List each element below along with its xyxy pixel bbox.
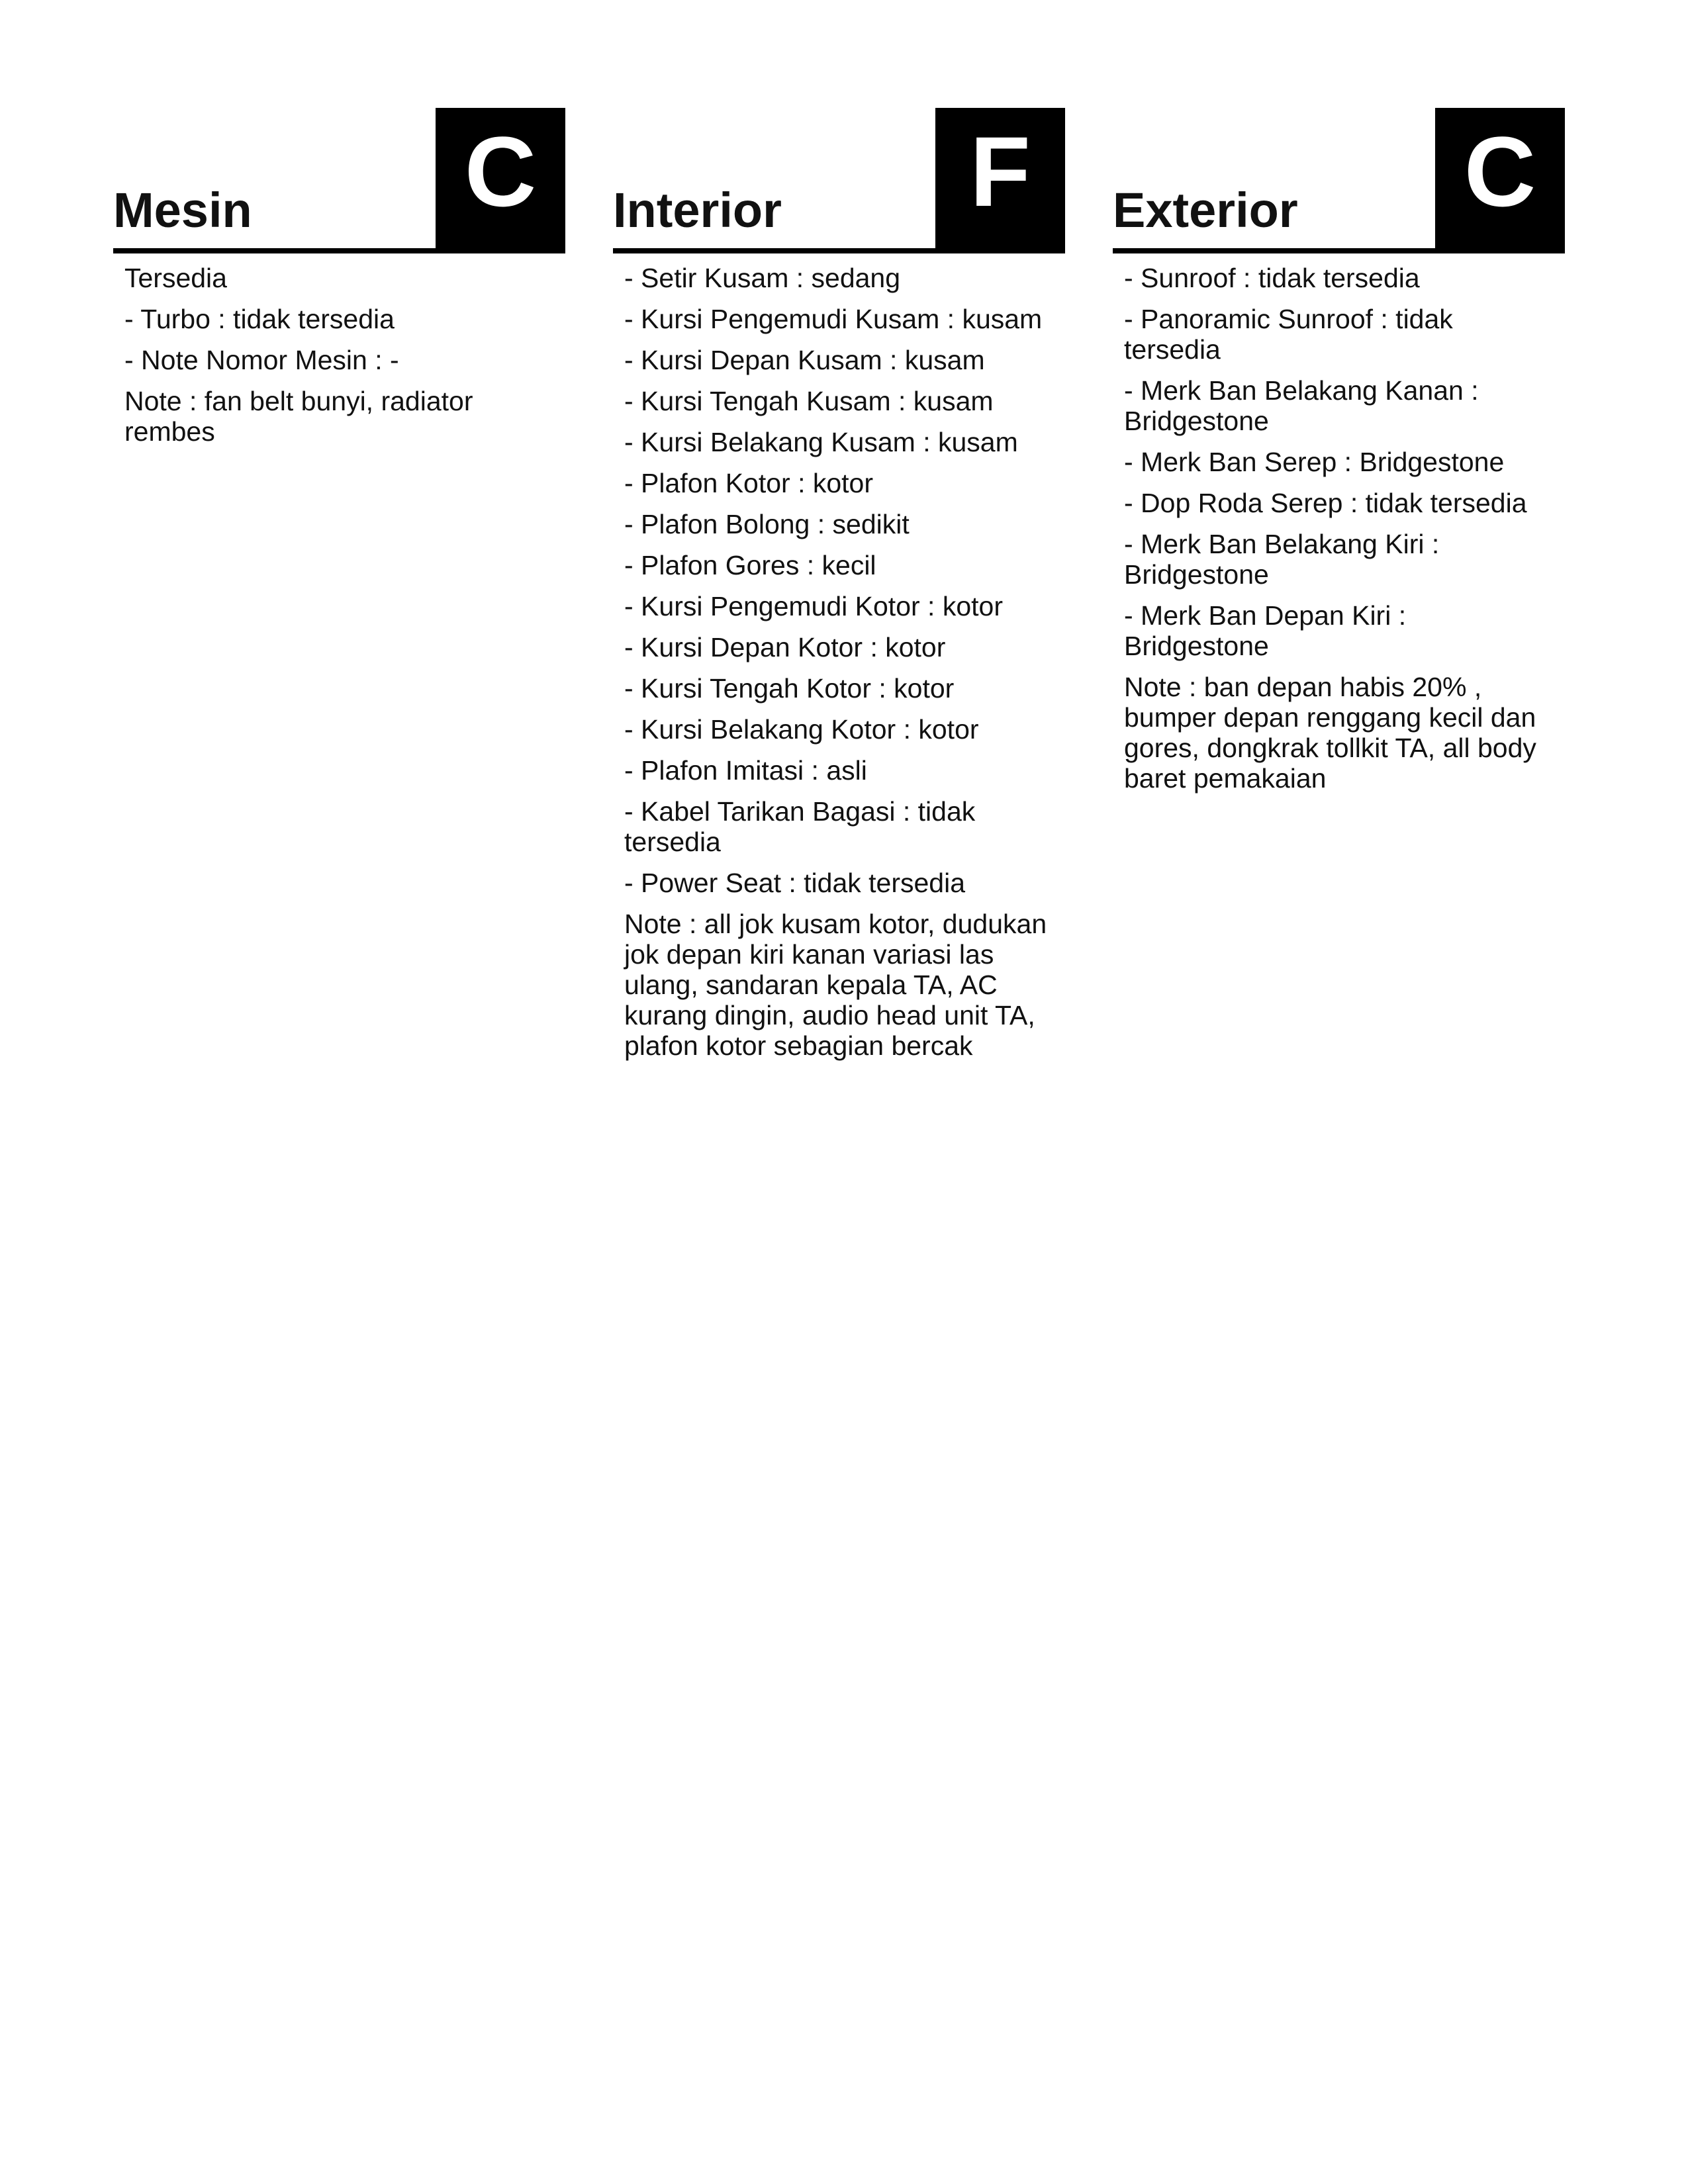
list-item: - Kursi Pengemudi Kusam : kusam <box>624 304 1043 334</box>
list-item: Tersedia <box>124 263 227 293</box>
section-mesin <box>113 108 565 457</box>
list-item: - Kursi Tengah Kotor : kotor <box>624 673 955 704</box>
list-item: - Kursi Depan Kotor : kotor <box>624 632 946 662</box>
section-interior <box>613 108 1065 1071</box>
list-item: - Power Seat : tidak tersedia <box>624 868 966 898</box>
list-item: - Plafon Imitasi : asli <box>624 755 867 786</box>
section-title: Interior <box>613 183 782 238</box>
section-header <box>613 108 1065 253</box>
list-item: - Kursi Tengah Kusam : kusam <box>624 386 994 416</box>
list-item: - Kursi Pengemudi Kotor : kotor <box>624 591 1003 621</box>
grade-badge: C <box>436 108 565 248</box>
section-header <box>113 108 565 253</box>
list-item: - Panoramic Sunroof : tidak tersedia <box>1124 304 1453 365</box>
list-item: - Note Nomor Mesin : - <box>124 345 399 375</box>
note-item: Note : all jok kusam kotor, dudukan jok depan kiri kanan variasi las ulang, sandaran kepala TA, AC kurang dingin, audio head unit TA, plafon kotor sebagian bercak <box>624 909 1047 1061</box>
list-item: - Kursi Belakang Kotor : kotor <box>624 714 979 745</box>
list-item: - Kabel Tarikan Bagasi : tidak tersedia <box>624 796 976 857</box>
section-exterior <box>1113 108 1565 804</box>
list-item: - Merk Ban Depan Kiri : Bridgestone <box>1124 600 1407 661</box>
list-item: - Plafon Bolong : sedikit <box>624 509 910 539</box>
list-item: - Setir Kusam : sedang <box>624 263 901 293</box>
list-item: - Merk Ban Belakang Kanan : Bridgestone <box>1124 375 1479 436</box>
list-item: - Dop Roda Serep : tidak tersedia <box>1124 488 1527 518</box>
list-item: - Kursi Belakang Kusam : kusam <box>624 427 1018 457</box>
grade-badge: F <box>935 108 1065 248</box>
item-list <box>1113 253 1565 794</box>
note-item: Note : fan belt bunyi, radiator rembes <box>124 386 473 447</box>
list-item: - Merk Ban Serep : Bridgestone <box>1124 447 1505 477</box>
section-title: Mesin <box>113 183 252 238</box>
list-item: - Kursi Depan Kusam : kusam <box>624 345 985 375</box>
item-list <box>613 253 1065 1061</box>
list-item: - Plafon Kotor : kotor <box>624 468 874 498</box>
list-item: - Sunroof : tidak tersedia <box>1124 263 1420 293</box>
item-list <box>113 253 565 447</box>
list-item: - Merk Ban Belakang Kiri : Bridgestone <box>1124 529 1440 590</box>
list-item: - Plafon Gores : kecil <box>624 550 876 580</box>
note-item: Note : ban depan habis 20% , bumper depan renggang kecil dan gores, dongkrak tollkit TA, all body baret pemakaian <box>1124 672 1536 794</box>
section-header <box>1113 108 1565 253</box>
section-title: Exterior <box>1113 183 1298 238</box>
list-item: - Turbo : tidak tersedia <box>124 304 395 334</box>
grade-badge: C <box>1435 108 1565 248</box>
